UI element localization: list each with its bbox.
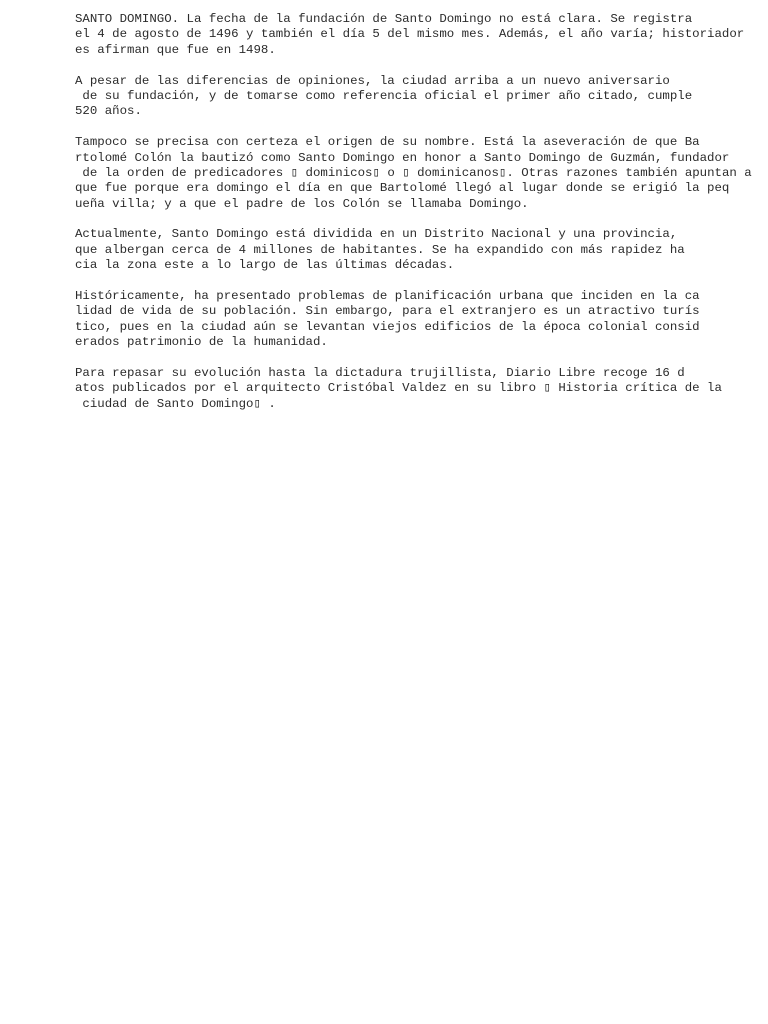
text-line: es afirman que fue en 1498. <box>75 42 276 57</box>
text-line: de la orden de predicadores ▯ dominicos▯ o ▯ dominicanos▯. Otras razones también apuntan a <box>75 165 752 180</box>
text-line: A pesar de las diferencias de opiniones, la ciudad arriba a un nuevo aniversario <box>75 73 670 88</box>
text-line: SANTO DOMINGO. La fecha de la fundación de Santo Domingo no está clara. Se registra <box>75 12 693 26</box>
paragraph-evolution <box>75 366 755 412</box>
text-line: Para repasar su evolución hasta la dictadura trujillista, Diario Libre recoge 16 d <box>75 365 685 380</box>
text-line: Históricamente, ha presentado problemas de planificación urbana que inciden en la ca <box>75 289 700 304</box>
text-line: Tampoco se precisa con certeza el origen de su nombre. Está la aseveración de que Ba <box>75 135 700 150</box>
text-line: el 4 de agosto de 1496 y también el día 5 del mismo mes. Además, el año varía; historiador <box>75 27 745 42</box>
text-line: de su fundación, y de tomarse como referencia oficial el primer año citado, cumple <box>75 88 693 103</box>
text-line: lidad de vida de su población. Sin embargo, para el extranjero es un atractivo turís <box>75 304 700 319</box>
document-page <box>75 12 755 428</box>
text-line: atos publicados por el arquitecto Cristóbal Valdez en su libro ▯ Historia crítica de la <box>75 381 722 396</box>
paragraph-anniversary <box>75 74 755 120</box>
text-line: Actualmente, Santo Domingo está dividida en un Distrito Nacional y una provincia, <box>75 227 678 242</box>
text-line: que fue porque era domingo el día en que Bartolomé llegó al lugar donde se erigió la peq <box>75 181 730 196</box>
text-line: 520 años. <box>75 104 142 119</box>
paragraph-name-origin <box>75 135 755 212</box>
paragraph-current-status <box>75 227 755 273</box>
text-line: rtolomé Colón la bautizó como Santo Domingo en honor a Santo Domingo de Guzmán, fundador <box>75 150 730 165</box>
paragraph-founding-date <box>75 12 755 58</box>
text-line: tico, pues en la ciudad aún se levantan viejos edificios de la época colonial consid <box>75 319 700 334</box>
text-line: erados patrimonio de la humanidad. <box>75 335 328 350</box>
paragraph-urban-planning <box>75 289 755 351</box>
text-line: que albergan cerca de 4 millones de habitantes. Se ha expandido con más rapidez ha <box>75 242 685 257</box>
text-line: ciudad de Santo Domingo▯ . <box>75 396 276 411</box>
text-line: cia la zona este a lo largo de las últimas décadas. <box>75 258 455 273</box>
text-line: ueña villa; y a que el padre de los Colón se llamaba Domingo. <box>75 196 529 211</box>
